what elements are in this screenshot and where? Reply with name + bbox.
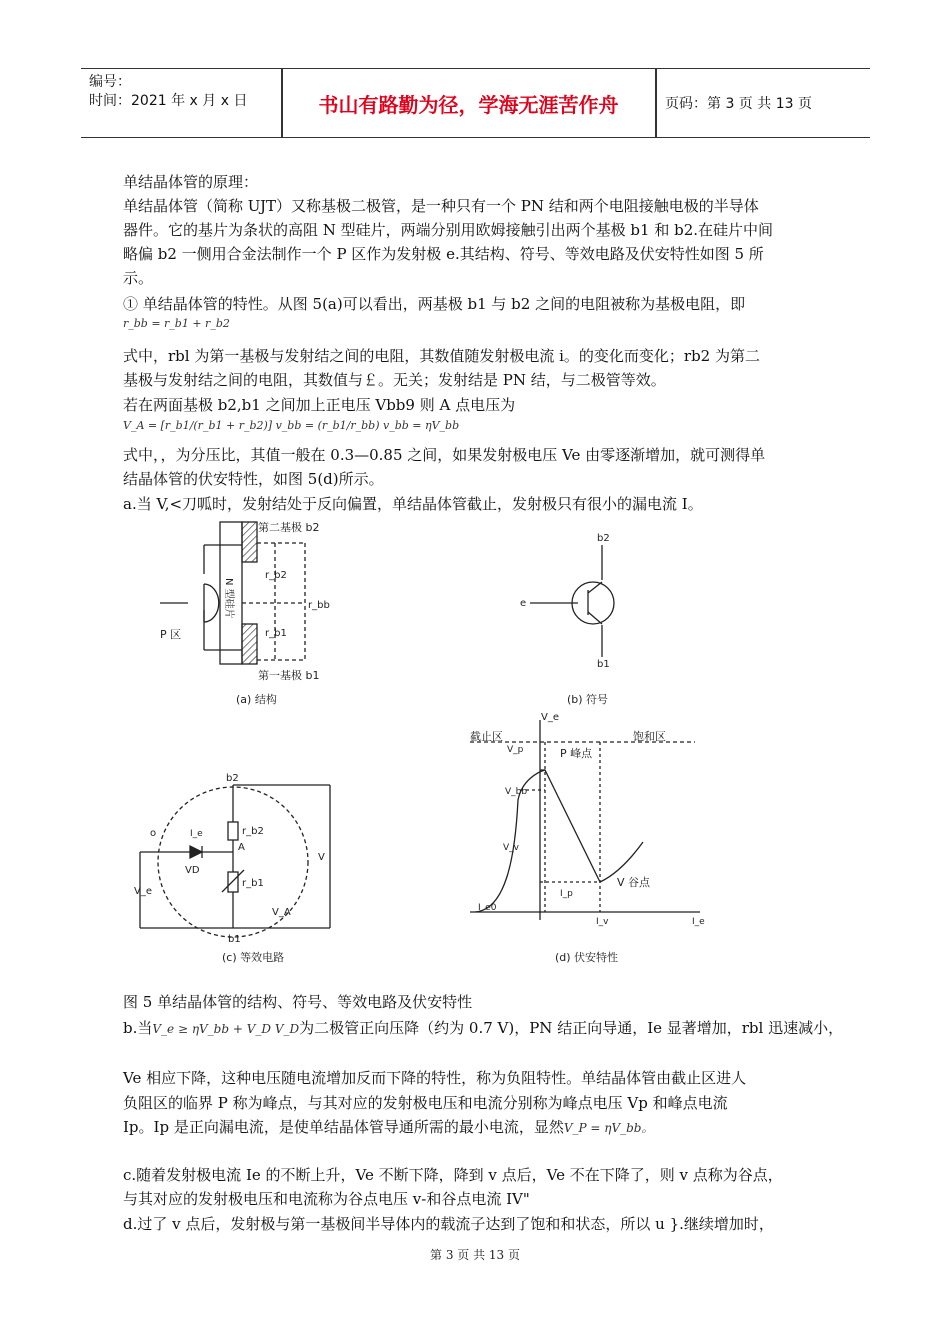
fig-d-vp-label: V_p	[507, 745, 524, 755]
fig-c-va-label: V_A	[272, 907, 291, 918]
header-page-number: 页码：第 3 页 共 13 页	[665, 96, 812, 112]
paragraph-prefix: b.当	[123, 1019, 153, 1037]
fig-d-valley-label: V 谷点	[617, 876, 651, 889]
paragraph: 器件。它的基片为条状的高阻 N 型硅片，两端分别用欧姆接触引出两个基极 b1 和 b2.在硅片中间	[123, 221, 774, 239]
paragraph: ① 单结晶体管的特性。从图 5(a)可以看出，两基极 b1 与 b2 之间的电阻被称为基极电阻，即	[123, 295, 746, 313]
fig-a-rbb-label: r_bb	[308, 600, 330, 611]
fig-c-v-label: V	[318, 852, 325, 863]
fig-d-peak-label: P 峰点	[560, 747, 593, 760]
header-number: 编号：	[89, 74, 131, 90]
paragraph: 单结晶体管（简称 UJT）又称基极二极管，是一种只有一个 PN 结和两个电阻接触电极的半导体	[123, 197, 759, 215]
fig-b-b2-label: b2	[597, 533, 610, 544]
fig-a-b2-label: 第二基极 b2	[258, 521, 320, 534]
fig-c-rb1-label: r_b1	[242, 878, 264, 889]
fig-b-b1-label: b1	[597, 659, 610, 670]
formula-ve: V_e ≥ ηV_bb + V_D V_D	[152, 1022, 300, 1036]
formula-vp: V_P = ηV_bb。	[563, 1121, 654, 1135]
fig-c-b1-label: b1	[228, 934, 241, 945]
fig-d-ie-label: I_e	[692, 917, 705, 927]
header-date: 时间：2021 年 x 月 x 日	[89, 93, 248, 109]
paragraph: 结晶体管的伏安特性，如图 5(d)所示。	[123, 470, 384, 488]
paragraph	[123, 1016, 843, 1041]
fig-a-rb2-label: r_b2	[265, 570, 287, 581]
paragraph: 负阻区的临界 P 称为峰点，与其对应的发射极电压和电流分别称为峰点电压 Vp 和峰点电流	[123, 1094, 728, 1112]
fig-d-vbb-label: V_bb	[505, 787, 528, 797]
fig-a-n-label: N 型硅片	[223, 578, 234, 619]
fig-a-rb1-label: r_b1	[265, 628, 287, 639]
fig-a-caption: (a) 结构	[236, 693, 277, 706]
fig-c-o-label: o	[150, 828, 157, 839]
fig-a-pzone-label: P 区	[160, 628, 182, 641]
paragraph: 若在两面基极 b2,b1 之间加上正电压 Vbb9 则 A 点电压为	[123, 396, 516, 414]
fig-d-ip-label: I_p	[560, 889, 573, 899]
header-motto: 书山有路勤为径，学海无涯苦作舟	[318, 92, 619, 117]
fig-c-ve-label: V_e	[134, 886, 152, 897]
paragraph: 基极与发射结之间的电阻，其数值与￡。无关；发射结是 PN 结，与二极管等效。	[123, 371, 666, 389]
paragraph: 式中，，为分压比，其值一般在 0.3—0.85 之间，如果发射极电压 Ve 由零逐渐增加，就可测得单	[123, 446, 766, 464]
fig-d-cutoff-label: 截止区	[470, 730, 503, 743]
fig-a-b1-label: 第一基极 b1	[258, 669, 320, 682]
paragraph: d.过了 v 点后，发射极与第一基极间半导体内的载流子达到了饱和和状态，所以 u }.继续增加时，	[123, 1215, 774, 1233]
paragraph: 示。	[123, 269, 154, 287]
paragraph: 与其对应的发射极电压和电流称为谷点电压 v-和谷点电流 IV"	[123, 1190, 530, 1208]
fig-c-vd-label: VD	[185, 865, 200, 876]
fig-b-e-label: e	[520, 598, 527, 609]
fig-c-a-label: A	[238, 842, 245, 853]
figure-caption: 图 5 单结晶体管的结构、符号、等效电路及伏安特性	[123, 993, 473, 1011]
paragraph: 单结晶体管的原理：	[123, 173, 259, 191]
fig-b-caption: (b) 符号	[567, 693, 609, 706]
paragraph: c.随着发射极电流 Ie 的不断上升，Ve 不断下降，降到 v 点后，Ve 不在下降了，则 v 点称为谷点，	[123, 1166, 783, 1184]
paragraph: a.当 V,<刀呱时，发射结处于反向偏置，单结晶体管截止，发射极只有很小的漏电流 I。	[123, 495, 703, 513]
paragraph: 略偏 b2 一侧用合金法制作一个 P 区作为发射极 e.其结构、符号、等效电路及伏安特性如图 5 所	[123, 245, 764, 263]
paragraph	[123, 1115, 653, 1140]
paragraph-suffix: 为二极管正向压降（约为 0.7 V)，PN 结正向导通，Ie 显著增加，rbl 迅速减小，	[299, 1019, 844, 1037]
fig-c-rb2-label: r_b2	[242, 826, 264, 837]
fig-c-ie-label: I_e	[190, 829, 203, 839]
formula-rbb: r_bb = r_b1 + r_b2	[123, 317, 230, 330]
paragraph: Ve 相应下降，这种电压随电流增加反而下降的特性，称为负阻特性。单结晶体管由截止区进人	[123, 1069, 747, 1087]
formula-va: V_A = [r_b1/(r_b1 + r_b2)] v_bb = (r_b1/r_bb) v_bb = ηV_bb	[123, 419, 460, 432]
page-footer: 第 3 页 共 13 页	[430, 1248, 520, 1262]
fig-d-iv-label: I_v	[596, 917, 609, 927]
fig-c-b2-label: b2	[226, 773, 239, 784]
fig-d-ie0-label: I_e0	[478, 903, 497, 913]
fig-c-caption: (c) 等效电路	[222, 951, 285, 964]
fig-d-saturation-label: 饱和区	[633, 730, 666, 743]
fig-d-ve-label: V_e	[541, 712, 559, 723]
fig-d-caption: (d) 伏安特性	[555, 951, 619, 964]
fig-d-vv-label: V_v	[503, 843, 519, 853]
paragraph: 式中，rbl 为第一基极与发射结之间的电阻，其数值随发射极电流 i。的变化而变化；rb2 为第二	[123, 347, 760, 365]
paragraph-text: Ip。Ip 是正向漏电流，是使单结晶体管导通所需的最小电流，显然	[123, 1118, 564, 1136]
